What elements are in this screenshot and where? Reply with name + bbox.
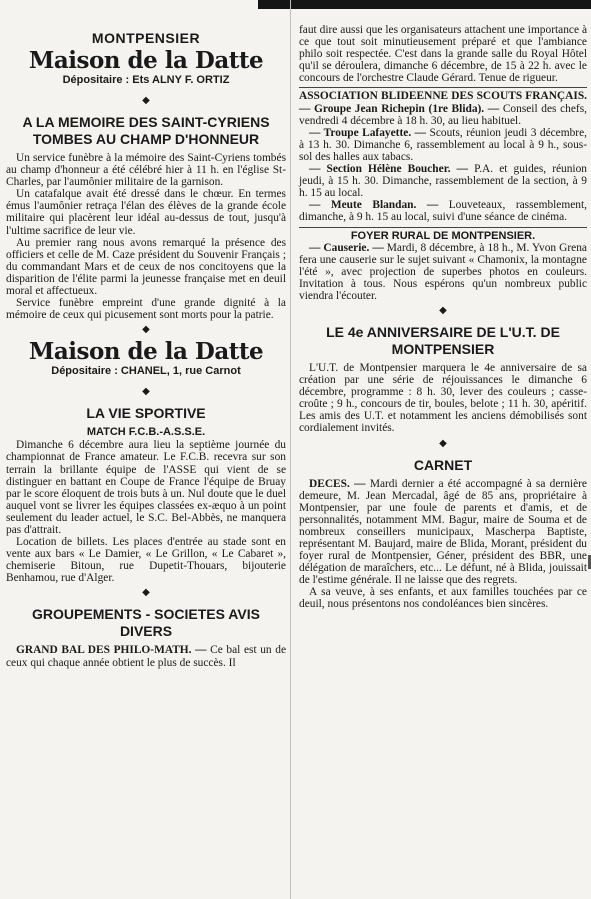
- sport-paragraph: Location de billets. Les places d'entrée au stade sont en vente aux bars « Le Damier, « Le Grillon, « Le Cabaret », chemiserie Bitoun, rue Dupetit-Thouars, bijouterie Benhamou, rue d'Alger.: [6, 536, 286, 585]
- troupe-lead: — Troupe Lafayette. —: [309, 126, 427, 139]
- anniversary-paragraph: L'U.T. de Montpensier marquera le 4e anniversaire de sa création par une série de réjouissances le dimanche 6 décembre, programme : 8 h. 30, lever des couleurs ; casse-croûte ; 9 h., concours de tir, boules, belote ; 11 h. 30, apéritif. Les amis des U.T. et notamment les anciens démobilisés sont cordialement invités.: [299, 361, 587, 435]
- diamond-ornament-icon: ◆: [439, 304, 447, 316]
- meute-text: Louveteaux, rassemblement, dimanche, à 9 h. 15 au local, suivi d'une séance de cinéma.: [299, 199, 587, 224]
- sport-headline: LA VIE SPORTIVE: [86, 405, 206, 422]
- right-column: [299, 24, 587, 611]
- place-heading: MONTPENSIER: [91, 30, 201, 46]
- diamond-ornament-icon: ◆: [439, 437, 447, 449]
- scouts-paragraph: [299, 90, 587, 126]
- section-rule: [299, 87, 587, 88]
- foyer-lead: — Causerie. —: [309, 241, 384, 254]
- ad-brand-2: Maison de la Datte: [28, 338, 264, 366]
- condolences-paragraph: A sa veuve, à ses enfants, et aux familles touchées par ce deuil, nous présentons nos condoléances bien sincères.: [299, 586, 587, 611]
- groups-headline: GROUPEMENTS - SOCIETES AVIS DIVERS: [32, 606, 260, 640]
- memorial-paragraph: Un service funèbre à la mémoire des Saint-Cyriens tombés au champ d'honneur a été célébré hier à 11 h. en l'église St-Charles, par l'aumônier militaire de la garnison.: [6, 152, 286, 189]
- sport-paragraph: Dimanche 6 décembre aura lieu la septième journée du championnat de France amateur. Le F.C.B. recevra sur son terrain la brillante équipe de l'ASSE qui vient de se distinguer en battant en Coupe de France l'équipe de Bruay par le score éloquent de trois buts à un. Nul doute que le duel auquel vont se livrer les équipes classées ex-æquo à un point seulement du leader actuel, le S.C. Bel-Abbès, ne manquera pas d'attrait.: [6, 439, 286, 536]
- foyer-heading: FOYER RURAL DE MONTPENSIER.: [350, 229, 536, 242]
- section-rule: [299, 227, 587, 228]
- diamond-ornament-icon: ◆: [142, 587, 150, 599]
- ad-depositaire-1: Dépositaire : Ets ALNY F. ORTIZ: [62, 74, 230, 86]
- sport-subheading: MATCH F.C.B.-A.S.S.E.: [86, 426, 206, 439]
- meute-paragraph: [299, 199, 587, 223]
- ad-brand-1: Maison de la Datte: [28, 47, 264, 74]
- troupe-text: Scouts, réunion jeudi 3 décembre, à 13 h. 30. Dimanche 6, rassemblement au local à 9 h., sous-sol des halles aux tabacs.: [299, 126, 587, 163]
- troupe-paragraph: [299, 127, 587, 163]
- memorial-paragraph: Au premier rang nous avons remarqué la présence des officiers et celle de M. Caze président du Souvenir Français ; du commandant Mars et de ceux de nos concitoyens que la disparition de l'élite parmi la jeunesse française met en deuil moral et affectueux.: [6, 236, 286, 298]
- foyer-paragraph: [299, 242, 587, 302]
- bal-paragraph: [6, 644, 286, 668]
- top-black-bar: [258, 0, 591, 9]
- bal-text: Ce bal est un de ceux qui chaque année obtient le plus de succès. Il: [6, 644, 286, 669]
- diamond-ornament-icon: ◆: [142, 95, 150, 106]
- scouts-lead: ASSOCIATION BLIDEENNE DES SCOUTS FRANÇAIS. — Groupe Jean Richepin (1re Blida). —: [299, 90, 587, 115]
- scouts-text: Conseil des chefs, vendredi 4 décembre à 18 h. 30, au lieu habituel.: [299, 102, 587, 127]
- carnet-headline: CARNET: [413, 456, 473, 473]
- memorial-paragraph: Un catafalque avait été dressé dans le chœur. En termes émus l'aumônier retraça l'élan des élèves de la grande école militaire qui placèrent leur idéal au-dessus de tout, jusqu'à l'ultime sacrifice de leur vie.: [6, 188, 286, 237]
- deces-lead: DECES. —: [309, 477, 366, 490]
- foyer-text: Mardi, 8 décembre, à 18 h., M. Yvon Grena fera une causerie sur le sujet suivant « Chamonix, la montagne l'été », avec projection de superbes photos en couleurs. Invitation à tous. Nous espérons qu'un nombreux public viendra l'écouter.: [299, 241, 587, 302]
- bal-lead: GRAND BAL DES PHILO-MATH. —: [16, 644, 207, 657]
- memorial-headline: A LA MEMOIRE DES SAINT-CYRIENS TOMBES AU CHAMP D'HONNEUR: [22, 114, 270, 147]
- memorial-paragraph: Service funèbre empreint d'une grande dignité à la mémoire de ceux qui picusement sont morts pour la patrie.: [6, 297, 286, 322]
- diamond-ornament-icon: ◆: [142, 386, 150, 398]
- deces-paragraph: [299, 478, 587, 587]
- section-paragraph: [299, 163, 587, 199]
- section-lead: — Section Hélène Boucher. —: [309, 163, 469, 176]
- diamond-ornament-icon: ◆: [142, 324, 150, 336]
- bal-continued: faut dire aussi que les organisateurs attachent une importance à ce que tout soit minutieusement préparé et que l'ambiance philo soit respectée. C'est dans la grande salle du Royal Hôtel qu'il se déroulera, dimanche 6 décembre, de 15 à 22 h. avec le concours de l'orchestre Claude Gérard. Tenue de rigueur.: [299, 24, 587, 85]
- section-text: P.A. et guides, réunion jeudi, à 15 h. 30. Dimanche, rassemblement de la section, à 9 h. 15 au local.: [299, 163, 587, 200]
- anniversary-headline: LE 4e ANNIVERSAIRE DE L'U.T. DE MONTPENSIER: [326, 323, 560, 357]
- deces-text: Mardi dernier a été accompagné à sa dernière demeure, M. Jean Mercadal, âgé de 85 ans, propriétaire à Montpensier, par une foule de parents et d'amis, et de personnalités, notamment MM. Bagur, maire de Souma et de nombreux conseillers municipaux, Mascherpa Baptiste, représentant M. Baujard, maire de Blida, Morant, président du foyer rural de Montpensier, Géner, président des BBR, une délégation de maraîchers, etc... Le défunt, né à Blida, jouissait de l'estime générale. Il ne laisse que des regrets.: [299, 477, 587, 587]
- column-divider: [290, 0, 291, 899]
- left-column: [6, 14, 286, 669]
- meute-lead: — Meute Blandan. —: [309, 199, 439, 212]
- ad-depositaire-2: Dépositaire : CHANEL, 1, rue Carnot: [51, 365, 241, 378]
